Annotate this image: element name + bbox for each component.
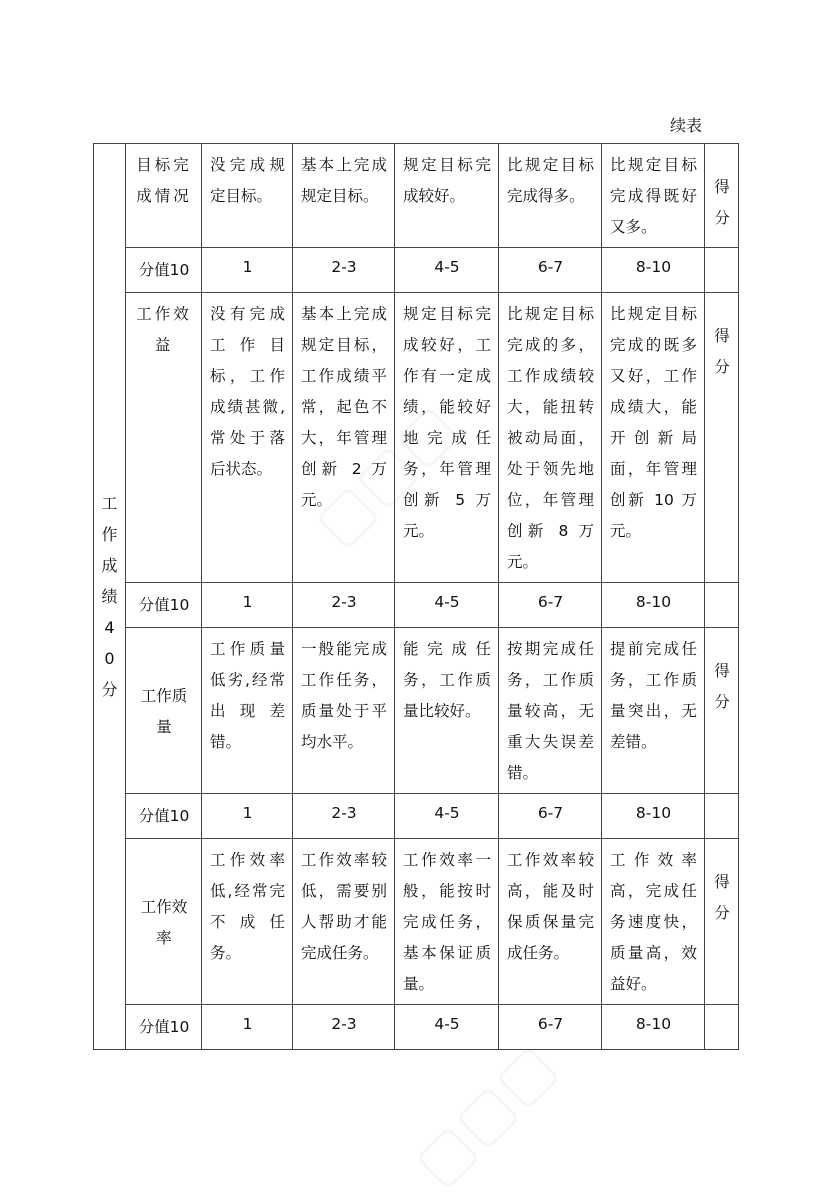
level-desc: 规定目标完成较好。 bbox=[395, 144, 499, 248]
level-desc: 基本上完成规定目标。 bbox=[293, 144, 395, 248]
criterion-name: 工作效益 bbox=[126, 293, 202, 583]
level-desc: 没有完成工作目标，工作成绩甚微,常处于落后状态。 bbox=[202, 293, 293, 583]
score-label: 分值10 bbox=[126, 583, 202, 628]
level-desc: 比规定目标完成得多。 bbox=[499, 144, 602, 248]
score-value: 8-10 bbox=[602, 1005, 705, 1050]
level-desc: 按期完成任务，工作质量较高，无重大失误差错。 bbox=[499, 628, 602, 794]
score-label: 分值10 bbox=[126, 1005, 202, 1050]
defen-label: 得分 bbox=[714, 873, 730, 922]
level-desc: 能完成任务，工作质量比较好。 bbox=[395, 628, 499, 794]
score-value: 8-10 bbox=[602, 583, 705, 628]
score-value: 2-3 bbox=[293, 794, 395, 839]
criterion-name: 工作效率 bbox=[126, 839, 202, 1005]
level-desc: 一般能完成工作任务，质量处于平均水平。 bbox=[293, 628, 395, 794]
score-blank[interactable] bbox=[705, 794, 739, 839]
level-desc: 工作效率较低，需要别人帮助才能完成任务。 bbox=[293, 839, 395, 1005]
score-value: 2-3 bbox=[293, 583, 395, 628]
level-desc: 规定目标完成较好，工作有一定成绩，能较好地完成任务，年管理创新 5 万元。 bbox=[395, 293, 499, 583]
score-blank[interactable] bbox=[705, 248, 739, 293]
score-value: 1 bbox=[202, 248, 293, 293]
criterion-name: 目标完成情况 bbox=[126, 144, 202, 248]
criterion-row bbox=[94, 293, 739, 583]
level-desc: 工作效率低,经常完不成任务。 bbox=[202, 839, 293, 1005]
level-desc: 比规定目标完成的既多又好，工作成绩大，能开创新局面，年管理创新 10 万元。 bbox=[602, 293, 705, 583]
score-row bbox=[94, 583, 739, 628]
category-cell bbox=[94, 144, 126, 1050]
level-desc: 工作效率一般，能按时完成任务，基本保证质量。 bbox=[395, 839, 499, 1005]
score-value: 6-7 bbox=[499, 794, 602, 839]
defen-cell bbox=[705, 293, 739, 583]
score-value: 4-5 bbox=[395, 1005, 499, 1050]
score-value: 6-7 bbox=[499, 248, 602, 293]
score-value: 4-5 bbox=[395, 583, 499, 628]
score-blank[interactable] bbox=[705, 1005, 739, 1050]
level-desc: 比规定目标完成的多，工作成绩较大，能扭转被动局面，处于领先地位，年管理创新 8 万元。 bbox=[499, 293, 602, 583]
level-desc: 工作质量低劣,经常出现差错。 bbox=[202, 628, 293, 794]
score-blank[interactable] bbox=[705, 583, 739, 628]
score-value: 2-3 bbox=[293, 1005, 395, 1050]
level-desc: 比规定目标完成得既好又多。 bbox=[602, 144, 705, 248]
score-value: 1 bbox=[202, 794, 293, 839]
level-desc: 基本上完成规定目标，工作成绩平常，起色不大，年管理创新 2 万元。 bbox=[293, 293, 395, 583]
category-label: 工作成绩40分 bbox=[101, 493, 118, 699]
criterion-row bbox=[94, 839, 739, 1005]
score-value: 4-5 bbox=[395, 248, 499, 293]
score-value: 4-5 bbox=[395, 794, 499, 839]
score-label: 分值10 bbox=[126, 248, 202, 293]
score-value: 1 bbox=[202, 1005, 293, 1050]
score-value: 8-10 bbox=[602, 248, 705, 293]
level-desc: 工作效率高，完成任务速度快，质量高，效益好。 bbox=[602, 839, 705, 1005]
defen-label: 得分 bbox=[714, 327, 730, 376]
score-value: 6-7 bbox=[499, 1005, 602, 1050]
level-desc: 工作效率较高，能及时保质保量完成任务。 bbox=[499, 839, 602, 1005]
criterion-row bbox=[94, 628, 739, 794]
score-value: 6-7 bbox=[499, 583, 602, 628]
score-row bbox=[94, 248, 739, 293]
table-caption: 续表 bbox=[670, 116, 703, 135]
defen-cell bbox=[705, 839, 739, 1005]
score-row bbox=[94, 1005, 739, 1050]
level-desc: 提前完成任务，工作质量突出，无差错。 bbox=[602, 628, 705, 794]
criterion-row bbox=[94, 144, 739, 248]
defen-cell bbox=[705, 144, 739, 248]
level-desc: 没完成规定目标。 bbox=[202, 144, 293, 248]
defen-label: 得分 bbox=[714, 178, 730, 227]
evaluation-table bbox=[93, 143, 739, 1050]
score-value: 1 bbox=[202, 583, 293, 628]
score-row bbox=[94, 794, 739, 839]
defen-cell bbox=[705, 628, 739, 794]
score-value: 8-10 bbox=[602, 794, 705, 839]
score-value: 2-3 bbox=[293, 248, 395, 293]
score-label: 分值10 bbox=[126, 794, 202, 839]
criterion-name: 工作质量 bbox=[126, 628, 202, 794]
defen-label: 得分 bbox=[714, 662, 730, 711]
watermark-shape bbox=[400, 1030, 570, 1200]
